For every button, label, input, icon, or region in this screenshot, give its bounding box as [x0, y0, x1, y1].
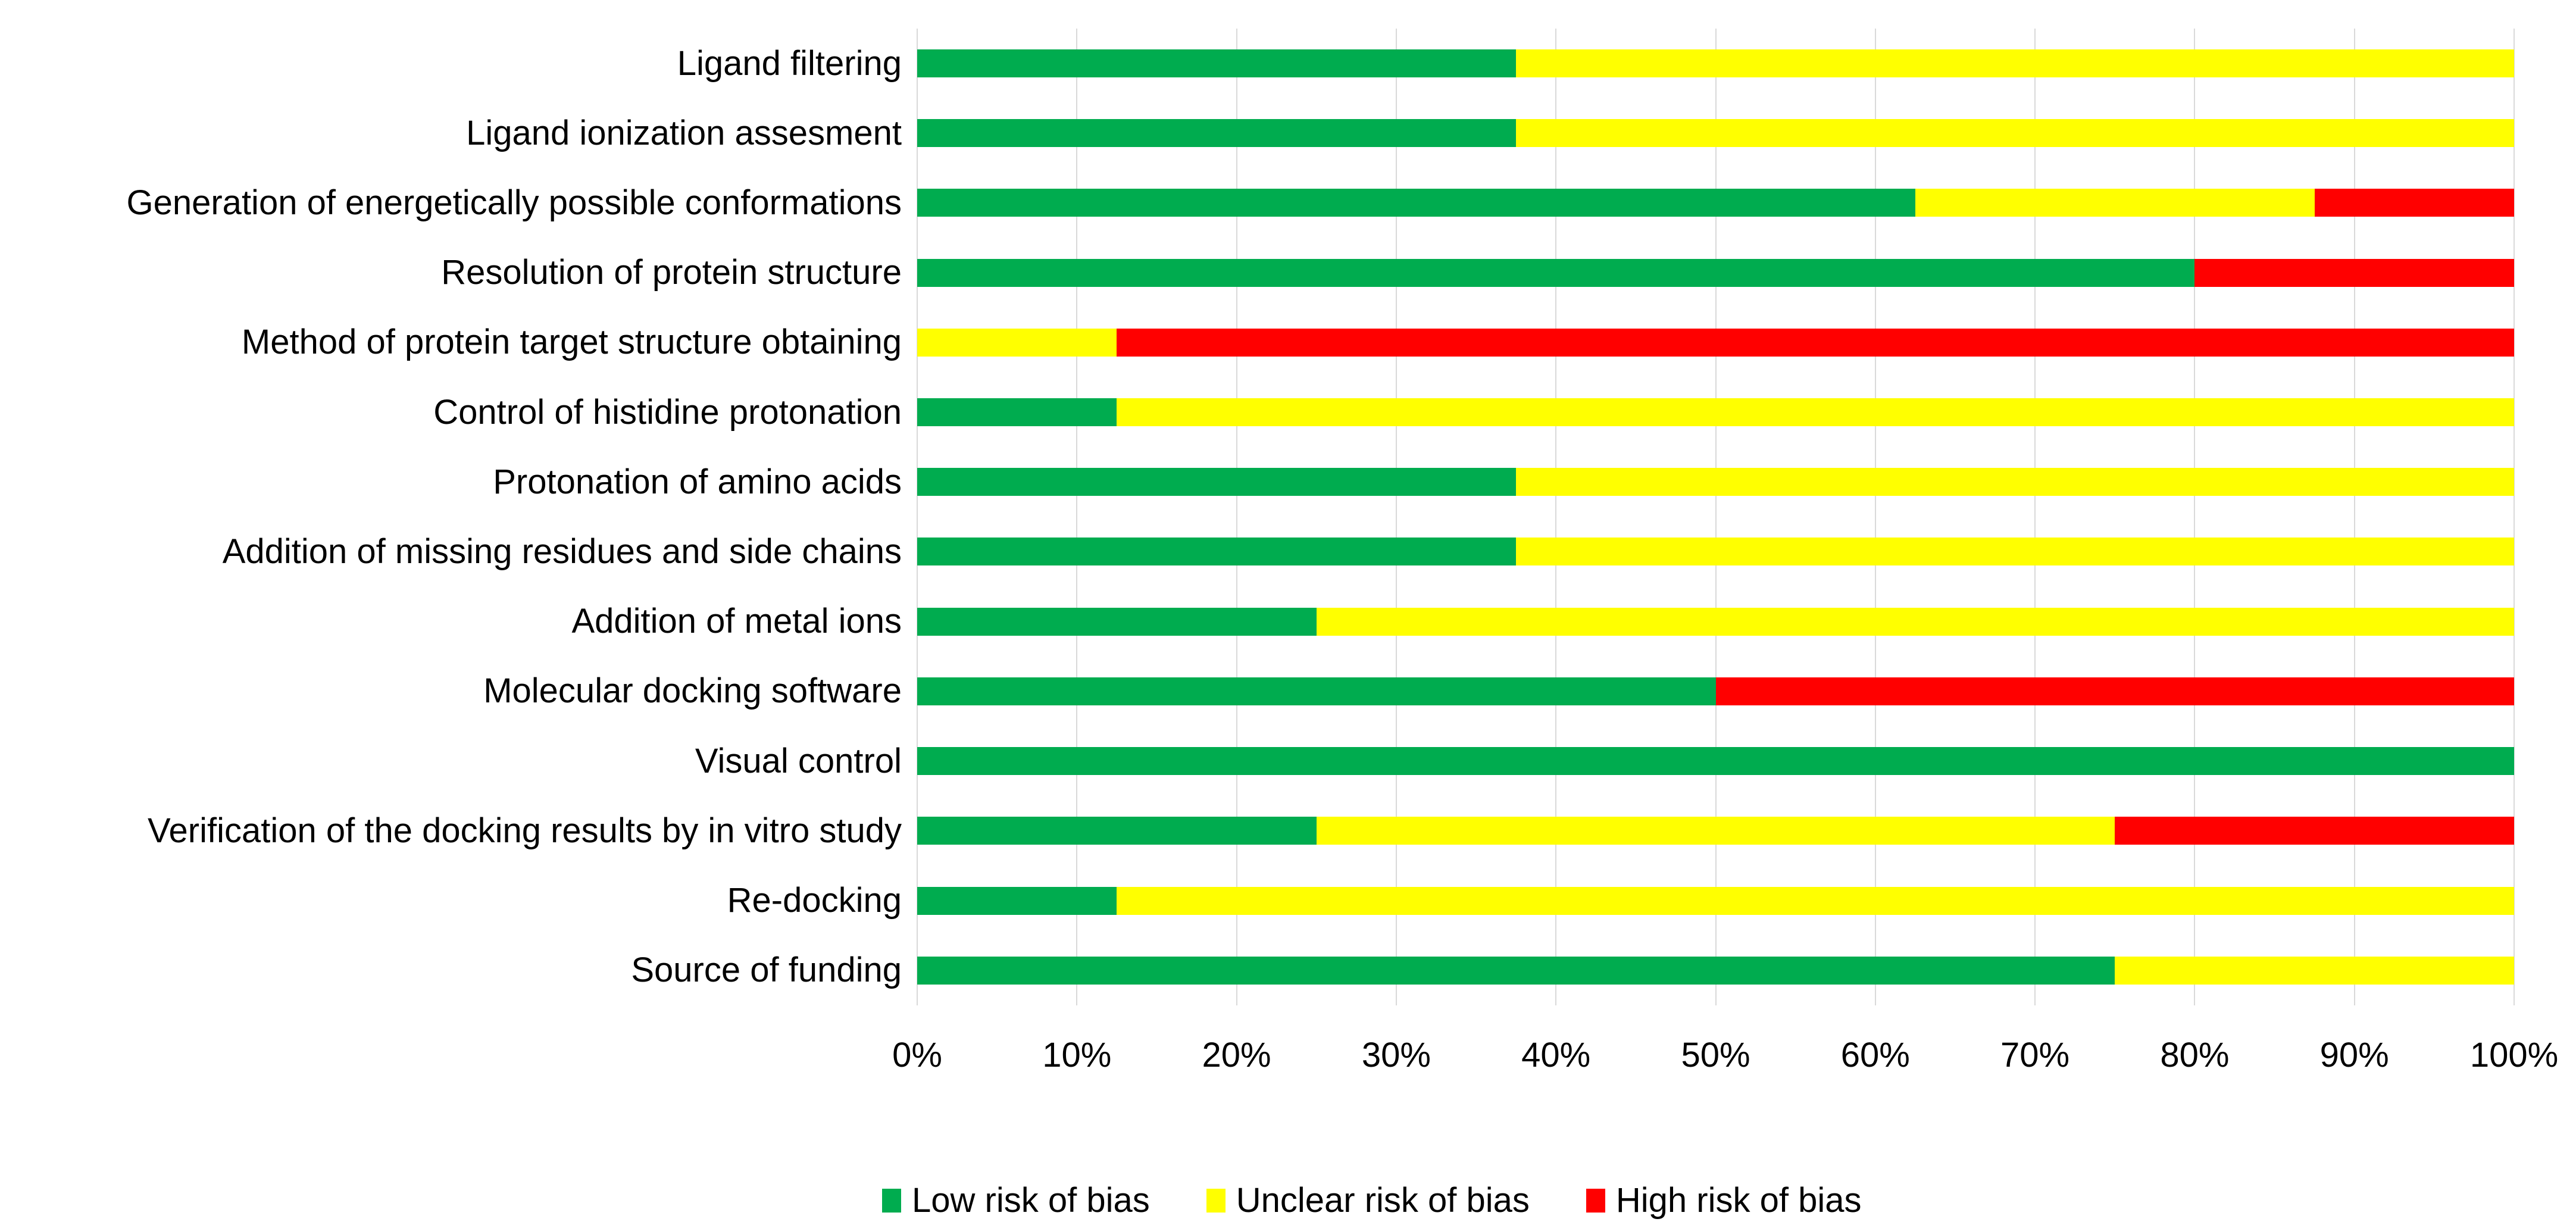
bar-segment-low-risk-of-bias — [917, 189, 1915, 217]
x-tick-label: 40% — [1521, 1036, 1591, 1074]
bar-segment-unclear-risk-of-bias — [1516, 49, 2514, 77]
bar-segment-unclear-risk-of-bias — [1516, 119, 2514, 147]
x-tick-label: 20% — [1202, 1036, 1271, 1074]
bar-segment-low-risk-of-bias — [917, 538, 1516, 565]
gridline-50% — [1715, 29, 1717, 1005]
bar-segment-unclear-risk-of-bias — [1317, 608, 2514, 636]
category-label: Generation of energetically possible conformations — [126, 183, 902, 222]
category-label: Molecular docking software — [483, 671, 902, 711]
category-label: Re-docking — [727, 881, 902, 920]
bar-segment-low-risk-of-bias — [917, 677, 1716, 705]
x-tick-label: 70% — [2000, 1036, 2070, 1074]
bar-segment-unclear-risk-of-bias — [1117, 398, 2514, 426]
x-tick-label: 30% — [1361, 1036, 1431, 1074]
gridline-80% — [2194, 29, 2195, 1005]
legend — [882, 1182, 1862, 1219]
category-label: Addition of missing residues and side chains — [222, 532, 902, 571]
x-tick-label: 10% — [1042, 1036, 1112, 1074]
legend-swatch-icon — [882, 1189, 901, 1213]
category-label: Verification of the docking results by in vitro study — [148, 811, 902, 850]
gridline-70% — [2034, 29, 2036, 1005]
category-label: Source of funding — [631, 951, 902, 990]
bar-segment-unclear-risk-of-bias — [1516, 538, 2514, 565]
legend-label: Low risk of bias — [912, 1181, 1150, 1220]
category-label: Visual control — [695, 741, 902, 780]
bar-segment-low-risk-of-bias — [917, 957, 2115, 985]
bar-segment-low-risk-of-bias — [917, 468, 1516, 496]
legend-item-unclear-risk-of-bias — [1206, 1182, 1530, 1219]
bar-segment-high-risk-of-bias — [1117, 329, 2514, 357]
bar-segment-unclear-risk-of-bias — [1516, 468, 2514, 496]
category-label: Resolution of protein structure — [441, 253, 902, 292]
bar-segment-low-risk-of-bias — [917, 887, 1117, 915]
bar-segment-low-risk-of-bias — [917, 259, 2194, 287]
bar-segment-high-risk-of-bias — [1716, 677, 2515, 705]
gridline-100% — [2514, 29, 2515, 1005]
legend-label: High risk of bias — [1615, 1181, 1862, 1220]
gridline-0% — [917, 29, 918, 1005]
bar-segment-unclear-risk-of-bias — [917, 329, 1117, 357]
bar-segment-high-risk-of-bias — [2115, 817, 2514, 845]
x-tick-label: 100% — [2469, 1036, 2559, 1074]
x-tick-label: 90% — [2319, 1036, 2389, 1074]
bar-segment-unclear-risk-of-bias — [1117, 887, 2514, 915]
bar-segment-unclear-risk-of-bias — [1317, 817, 2115, 845]
bar-segment-low-risk-of-bias — [917, 119, 1516, 147]
x-tick-label: 50% — [1681, 1036, 1750, 1074]
category-label: Method of protein target structure obtaining — [241, 323, 902, 362]
legend-swatch-icon — [1586, 1189, 1605, 1213]
category-label: Ligand filtering — [677, 43, 902, 83]
gridline-60% — [1875, 29, 1876, 1005]
category-label: Addition of metal ions — [571, 602, 902, 641]
gridline-40% — [1555, 29, 1556, 1005]
x-tick-label: 0% — [892, 1036, 942, 1074]
bar-segment-high-risk-of-bias — [2315, 189, 2514, 217]
bar-segment-unclear-risk-of-bias — [1915, 189, 2315, 217]
x-tick-label: 80% — [2160, 1036, 2230, 1074]
bar-segment-low-risk-of-bias — [917, 398, 1117, 426]
gridline-30% — [1396, 29, 1397, 1005]
category-label: Protonation of amino acids — [493, 462, 902, 501]
legend-label: Unclear risk of bias — [1236, 1181, 1530, 1220]
legend-item-high-risk-of-bias — [1586, 1182, 1862, 1219]
bar-segment-low-risk-of-bias — [917, 817, 1317, 845]
gridline-10% — [1076, 29, 1077, 1005]
bar-segment-unclear-risk-of-bias — [2115, 957, 2514, 985]
legend-swatch-icon — [1206, 1189, 1226, 1213]
bar-segment-low-risk-of-bias — [917, 747, 2514, 775]
bar-segment-high-risk-of-bias — [2194, 259, 2514, 287]
x-tick-label: 60% — [1840, 1036, 1910, 1074]
gridline-90% — [2354, 29, 2355, 1005]
bar-segment-low-risk-of-bias — [917, 49, 1516, 77]
bar-segment-low-risk-of-bias — [917, 608, 1317, 636]
legend-item-low-risk-of-bias — [882, 1182, 1150, 1219]
category-label: Ligand ionization assesment — [466, 113, 902, 152]
category-label: Control of histidine protonation — [433, 392, 902, 432]
gridline-20% — [1236, 29, 1237, 1005]
